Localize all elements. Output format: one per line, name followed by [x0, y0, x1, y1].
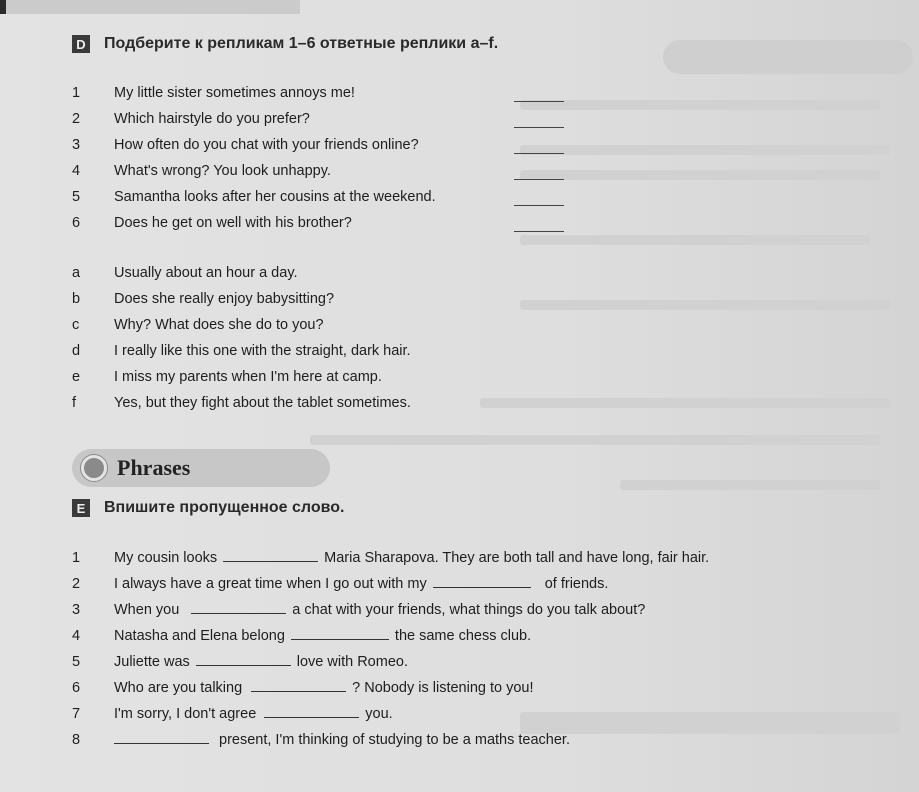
question-number: 2 [72, 111, 81, 127]
item-after: ? Nobody is listening to you! [352, 680, 534, 696]
answer-blank-4[interactable] [514, 179, 564, 180]
answer-letter: f [72, 395, 77, 411]
question-number: 1 [72, 85, 81, 101]
bleed-through-line [520, 712, 900, 734]
fill-blank[interactable] [264, 705, 359, 718]
bleed-through-line [480, 398, 890, 408]
phrases-title: Phrases [117, 455, 191, 480]
question-text: My little sister sometimes annoys me! [114, 85, 355, 101]
answer-row [72, 394, 411, 412]
item-before: I'm sorry, I don't agree [114, 706, 257, 722]
bleed-through-line [620, 480, 880, 490]
answer-letter: d [72, 343, 81, 359]
answer-row [72, 342, 411, 360]
fill-in-row [72, 601, 645, 619]
phrases-section-header [72, 449, 330, 487]
item-after: you. [365, 706, 393, 722]
answer-row [72, 316, 324, 334]
fill-in-row [72, 627, 531, 645]
bleed-through-line [520, 170, 880, 180]
top-strip [0, 0, 300, 14]
answer-row [72, 264, 298, 282]
question-row [72, 136, 419, 154]
item-number: 8 [72, 732, 81, 748]
question-text: How often do you chat with your friends online? [114, 137, 419, 153]
item-after: present, I'm thinking of studying to be a maths teacher. [219, 732, 570, 748]
question-row [72, 110, 310, 128]
question-text: Samantha looks after her cousins at the weekend. [114, 189, 436, 205]
exercise-d-badge: D [72, 35, 90, 53]
bleed-through-pill [663, 40, 913, 74]
answer-blank-2[interactable] [514, 127, 564, 128]
item-number: 6 [72, 680, 81, 696]
answer-text: Does she really enjoy babysitting? [114, 291, 335, 307]
question-number: 6 [72, 215, 81, 231]
bleed-through-line [520, 300, 890, 310]
answer-blank-3[interactable] [514, 153, 564, 154]
answer-text: I miss my parents when I'm here at camp. [114, 369, 382, 385]
question-number: 5 [72, 189, 81, 205]
fill-blank[interactable] [223, 549, 318, 562]
exercise-e-badge: E [72, 499, 90, 517]
question-text: Which hairstyle do you prefer? [114, 111, 310, 127]
fill-blank[interactable] [196, 653, 291, 666]
fill-blank[interactable] [433, 575, 531, 588]
bleed-through-line [310, 435, 880, 445]
answer-letter: a [72, 265, 81, 281]
item-number: 5 [72, 654, 81, 670]
question-row [72, 214, 352, 232]
answer-blank-6[interactable] [514, 231, 564, 232]
circle-bullet-icon [81, 455, 107, 481]
fill-in-row [72, 549, 709, 567]
bleed-through-line [520, 100, 880, 110]
answer-row [72, 290, 334, 308]
question-row [72, 84, 355, 102]
answer-letter: e [72, 369, 81, 385]
bleed-through-line [520, 235, 870, 245]
fill-blank[interactable] [291, 627, 389, 640]
answer-text: I really like this one with the straight, dark hair. [114, 343, 411, 359]
answer-text: Why? What does she do to you? [114, 317, 324, 333]
answer-letter: b [72, 291, 81, 307]
item-after: the same chess club. [394, 628, 532, 644]
fill-in-row [72, 705, 393, 723]
exercise-e-header [72, 499, 345, 517]
exercise-d-title: Подберите к репликам 1–6 ответные реплики a–f. [104, 35, 499, 52]
item-before: Who are you talking [114, 680, 243, 696]
fill-blank[interactable] [114, 731, 209, 744]
fill-in-row [72, 679, 534, 697]
fill-in-row [72, 575, 608, 593]
item-after: of friends. [544, 576, 609, 592]
question-number: 4 [72, 163, 81, 179]
question-text: Does he get on well with his brother? [114, 215, 352, 231]
answer-letter: c [72, 317, 80, 333]
answer-text: Yes, but they fight about the tablet sometimes. [114, 395, 411, 411]
item-after: love with Romeo. [296, 654, 408, 670]
item-before: Natasha and Elena belong [114, 628, 285, 644]
answer-blank-5[interactable] [514, 205, 564, 206]
fill-blank[interactable] [251, 679, 346, 692]
fill-in-row [72, 731, 570, 749]
question-text: What's wrong? You look unhappy. [114, 163, 331, 179]
item-after: Maria Sharapova. They are both tall and have long, fair hair. [324, 550, 710, 566]
item-before: When you [114, 602, 180, 618]
item-number: 2 [72, 576, 81, 592]
exercise-e-title: Впишите пропущенное слово. [104, 499, 345, 516]
question-number: 3 [72, 137, 81, 153]
item-number: 1 [72, 550, 81, 566]
question-row [72, 188, 436, 206]
fill-blank[interactable] [191, 601, 286, 614]
exercise-d-header [72, 35, 498, 53]
question-row [72, 162, 331, 180]
item-number: 4 [72, 628, 81, 644]
answer-blank-1[interactable] [514, 101, 564, 102]
item-before: Juliette was [114, 654, 190, 670]
fill-in-row [72, 653, 408, 671]
item-before: I always have a great time when I go out with my [114, 576, 427, 592]
item-number: 3 [72, 602, 81, 618]
item-number: 7 [72, 706, 81, 722]
answer-text: Usually about an hour a day. [114, 265, 298, 281]
bleed-through-line [520, 145, 890, 155]
answer-row [72, 368, 382, 386]
top-strip-edge [0, 0, 6, 14]
item-after: a chat with your friends, what things do you talk about? [292, 602, 646, 618]
item-before: My cousin looks [114, 550, 218, 566]
